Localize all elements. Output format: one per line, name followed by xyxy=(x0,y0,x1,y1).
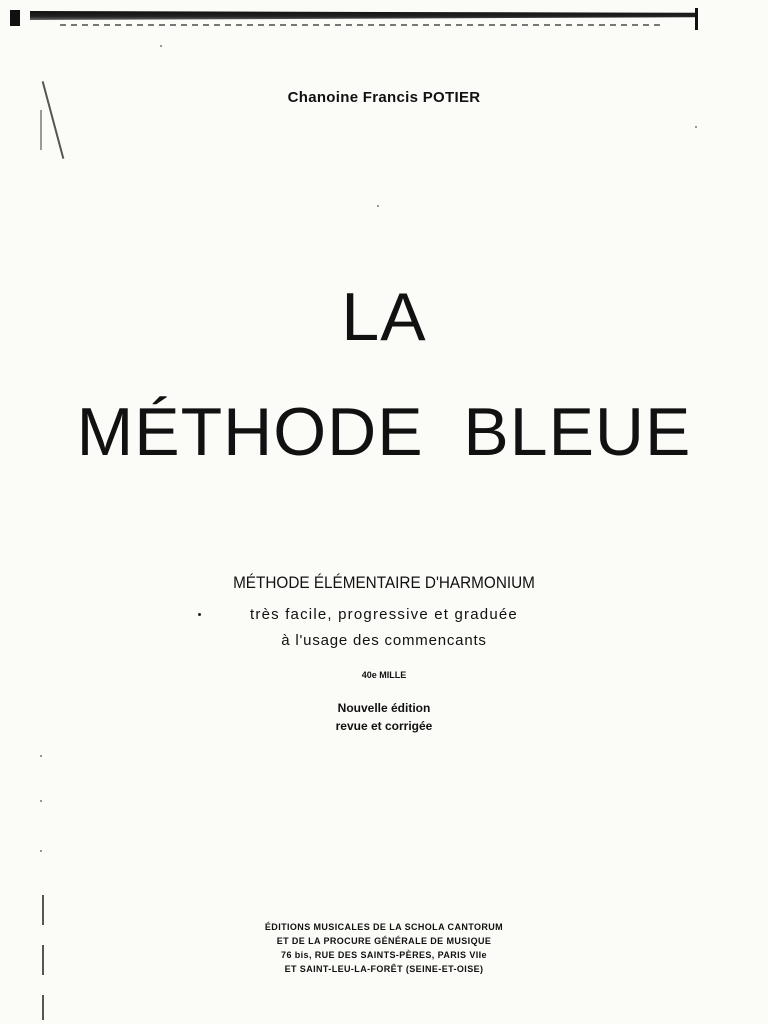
title-line-1: LA xyxy=(341,279,427,355)
description-line-2: à l'usage des commencants xyxy=(281,632,487,649)
corner-scan-mark xyxy=(10,10,20,26)
publisher-line-3: 76 bis, RUE DES SAINTS-PÈRES, PARIS VIIe xyxy=(281,950,487,960)
subtitle: MÉTHODE ÉLÉMENTAIRE D'HARMONIUM xyxy=(233,573,535,592)
publisher-line-4: ET SAINT-LEU-LA-FORÊT (SEINE-ET-OISE) xyxy=(284,964,484,974)
scan-dot xyxy=(40,755,42,757)
publisher-line-1: ÉDITIONS MUSICALES DE LA SCHOLA CANTORUM xyxy=(264,922,504,932)
left-scan-mark xyxy=(40,110,42,150)
print-run: 40e MILLE xyxy=(361,670,407,680)
title-line-2: MÉTHODE BLEUE xyxy=(76,394,692,470)
edition-line-2: revue et corrigée xyxy=(335,719,433,733)
scan-dot xyxy=(160,45,162,47)
scan-dot xyxy=(40,850,42,852)
publisher-line-2: ET DE LA PROCURE GÉNÉRALE DE MUSIQUE xyxy=(276,936,492,946)
right-scan-mark xyxy=(695,8,698,30)
scan-dot xyxy=(40,800,42,802)
scan-dot xyxy=(377,205,379,207)
left-scan-mark xyxy=(42,995,44,1020)
edition-note xyxy=(0,699,768,735)
author-name: Chanoine Francis POTIER xyxy=(287,89,481,106)
edition-line-1: Nouvelle édition xyxy=(337,701,431,715)
description-line-1: très facile, progressive et graduée xyxy=(250,606,518,623)
scan-dotted-artifact xyxy=(60,24,660,26)
publisher-block xyxy=(0,920,768,976)
scan-edge-artifact xyxy=(30,11,695,20)
scan-dot xyxy=(695,126,697,128)
